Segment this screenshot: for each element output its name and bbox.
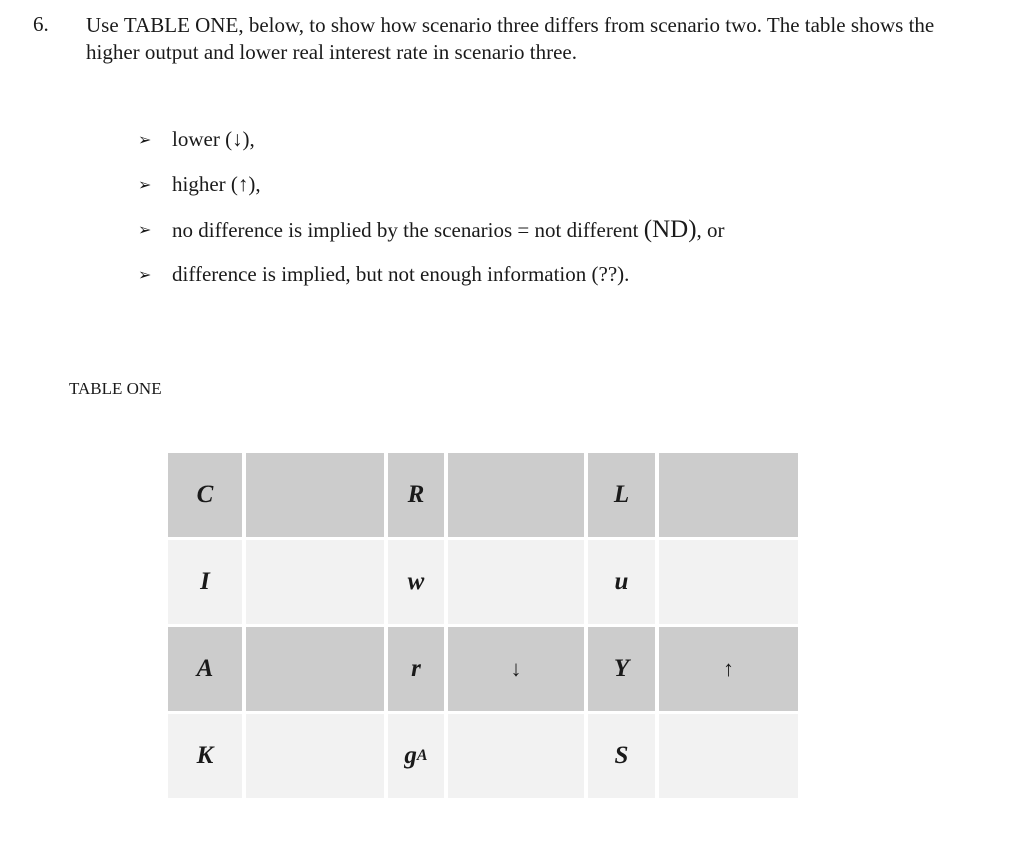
option-text: lower (↓), xyxy=(172,127,255,151)
option-higher xyxy=(138,162,725,207)
question-text-start: Use xyxy=(86,13,124,37)
answer-cell-u[interactable] xyxy=(659,540,798,624)
answer-cell-k[interactable] xyxy=(246,714,384,798)
answer-options-list xyxy=(138,117,725,297)
option-lower xyxy=(138,117,725,162)
arrowhead-bullet-icon: ➢ xyxy=(138,131,152,149)
variable-cell-r-rental: R xyxy=(388,453,444,537)
variable-cell-l: L xyxy=(588,453,655,537)
variable-ga-subscript: A xyxy=(416,747,428,764)
question-text-end: , below, to show how scenario three differs from scenario two. The table shows the higher output and lower real interest rate in scenario three. xyxy=(86,13,935,64)
variable-cell-a: A xyxy=(168,627,242,711)
option-text-end: , or xyxy=(696,217,725,242)
option-text: higher (↑), xyxy=(172,172,261,196)
variable-cell-s: S xyxy=(588,714,655,798)
answer-cell-c[interactable] xyxy=(246,453,384,537)
option-text: difference is implied, but not enough information (??). xyxy=(172,262,630,286)
variable-cell-c: C xyxy=(168,453,242,537)
option-text-start: no difference is implied by the scenarios = not different xyxy=(172,217,644,242)
variable-cell-k: K xyxy=(168,714,242,798)
table-reference: TABLE ONE xyxy=(123,13,239,37)
variable-cell-w: w xyxy=(388,540,444,624)
variable-cell-i: I xyxy=(168,540,242,624)
option-text xyxy=(172,216,725,244)
nd-abbreviation: (ND) xyxy=(643,215,697,243)
table-label: TABLE ONE xyxy=(69,379,162,398)
answer-cell-l[interactable] xyxy=(659,453,798,537)
arrowhead-bullet-icon: ➢ xyxy=(138,221,152,239)
variables-table xyxy=(168,453,798,798)
question-number: 6. xyxy=(33,12,49,36)
option-not-enough-info xyxy=(138,252,725,297)
answer-cell-s[interactable] xyxy=(659,714,798,798)
arrowhead-bullet-icon: ➢ xyxy=(138,176,152,194)
variable-cell-y: Y xyxy=(588,627,655,711)
answer-cell-i[interactable] xyxy=(246,540,384,624)
answer-cell-a[interactable] xyxy=(246,627,384,711)
answer-cell-y[interactable]: ↑ xyxy=(659,627,798,711)
variable-cell-u: u xyxy=(588,540,655,624)
answer-cell-r-interest[interactable]: ↓ xyxy=(448,627,584,711)
variable-ga-base: g xyxy=(404,742,417,769)
question-text xyxy=(86,12,966,66)
answer-cell-r-rental[interactable] xyxy=(448,453,584,537)
answer-cell-w[interactable] xyxy=(448,540,584,624)
answer-cell-ga[interactable] xyxy=(448,714,584,798)
variable-cell-r-interest: r xyxy=(388,627,444,711)
option-no-difference xyxy=(138,207,725,252)
arrowhead-bullet-icon: ➢ xyxy=(138,266,152,284)
variable-cell-ga xyxy=(388,714,444,798)
